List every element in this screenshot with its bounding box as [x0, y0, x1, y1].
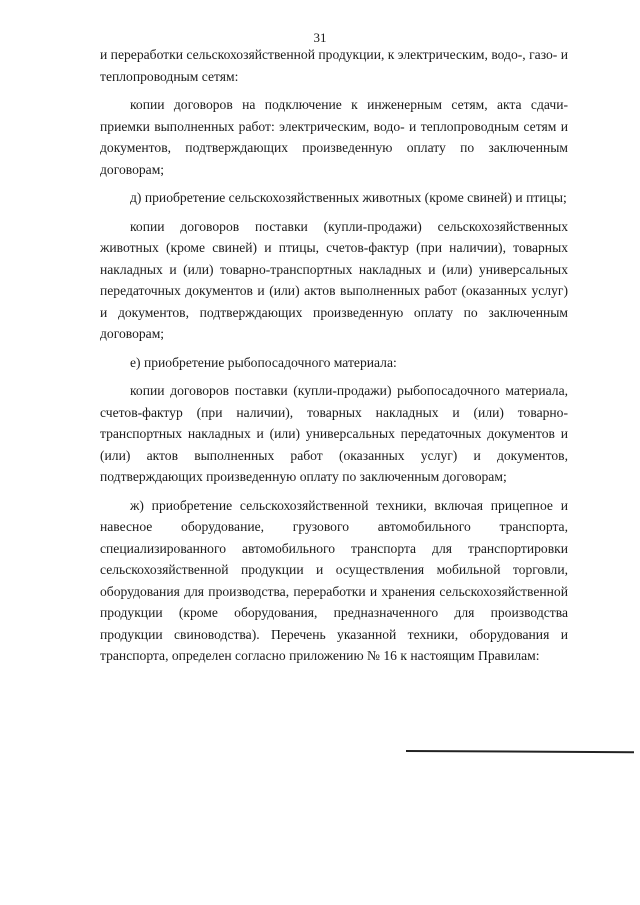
bottom-rule-line — [406, 750, 634, 753]
paragraph-continuation: и переработки сельскохозяйственной продукции, к электрическим, водо-, газо- и теплопроводным сетям: — [100, 47, 568, 84]
paragraph-item-zh: ж) приобретение сельскохозяйственной техники, включая прицепное и навесное оборудование, грузового автомобильного транспорта, специализированного автомобильного транспорта для транспортировки сельскохозяйственной продукции и осуществления мобильной торговли, оборудования для производства, переработки и хранения сельскохозяйственной продукции (кроме оборудования, предназначенного для производства продукции свиноводства). Перечень указанной техники, оборудования и транспорта, определен согласно приложению № 16 к настоящим Правилам: — [100, 497, 568, 663]
paragraph-animal-contracts: копии договоров поставки (купли-продажи) сельскохозяйственных животных (кроме свиней) и птицы, счетов-фактур (при наличии), товарных накладных и (или) товарно-транспортных накладных и (или) универсальных передаточных документов и (или) актов выполненных работ (оказанных услуг) и документов, подтверждающих произведенную оплату по заключенным договорам; — [100, 218, 568, 341]
paragraph-item-d: д) приобретение сельскохозяйственных животных (кроме свиней) и птицы; — [130, 190, 567, 205]
paragraph-item-e: е) приобретение рыбопосадочного материала: — [130, 354, 397, 370]
page-number: 31 — [313, 30, 327, 45]
paragraph-utility-contracts: копии договоров на подключение к инженерным сетям, акта сдачи-приемки выполненных работ: электрическим, водо- и теплопроводным сетям и документов, подтверждающих произведенную оплату по заключенным договорам; — [100, 97, 568, 177]
document-body — [100, 44, 568, 667]
paragraph-fish-contracts: копии договоров поставки (купли-продажи) рыбопосадочного материала, счетов-фактур (при наличии), товарных накладных и (или) товарно-транспортных накладных и (или) универсальных передаточных документов и (или) актов выполненных работ (оказанных услуг) и документов, подтверждающих произведенную оплату по заключенным договорам; — [100, 383, 568, 484]
